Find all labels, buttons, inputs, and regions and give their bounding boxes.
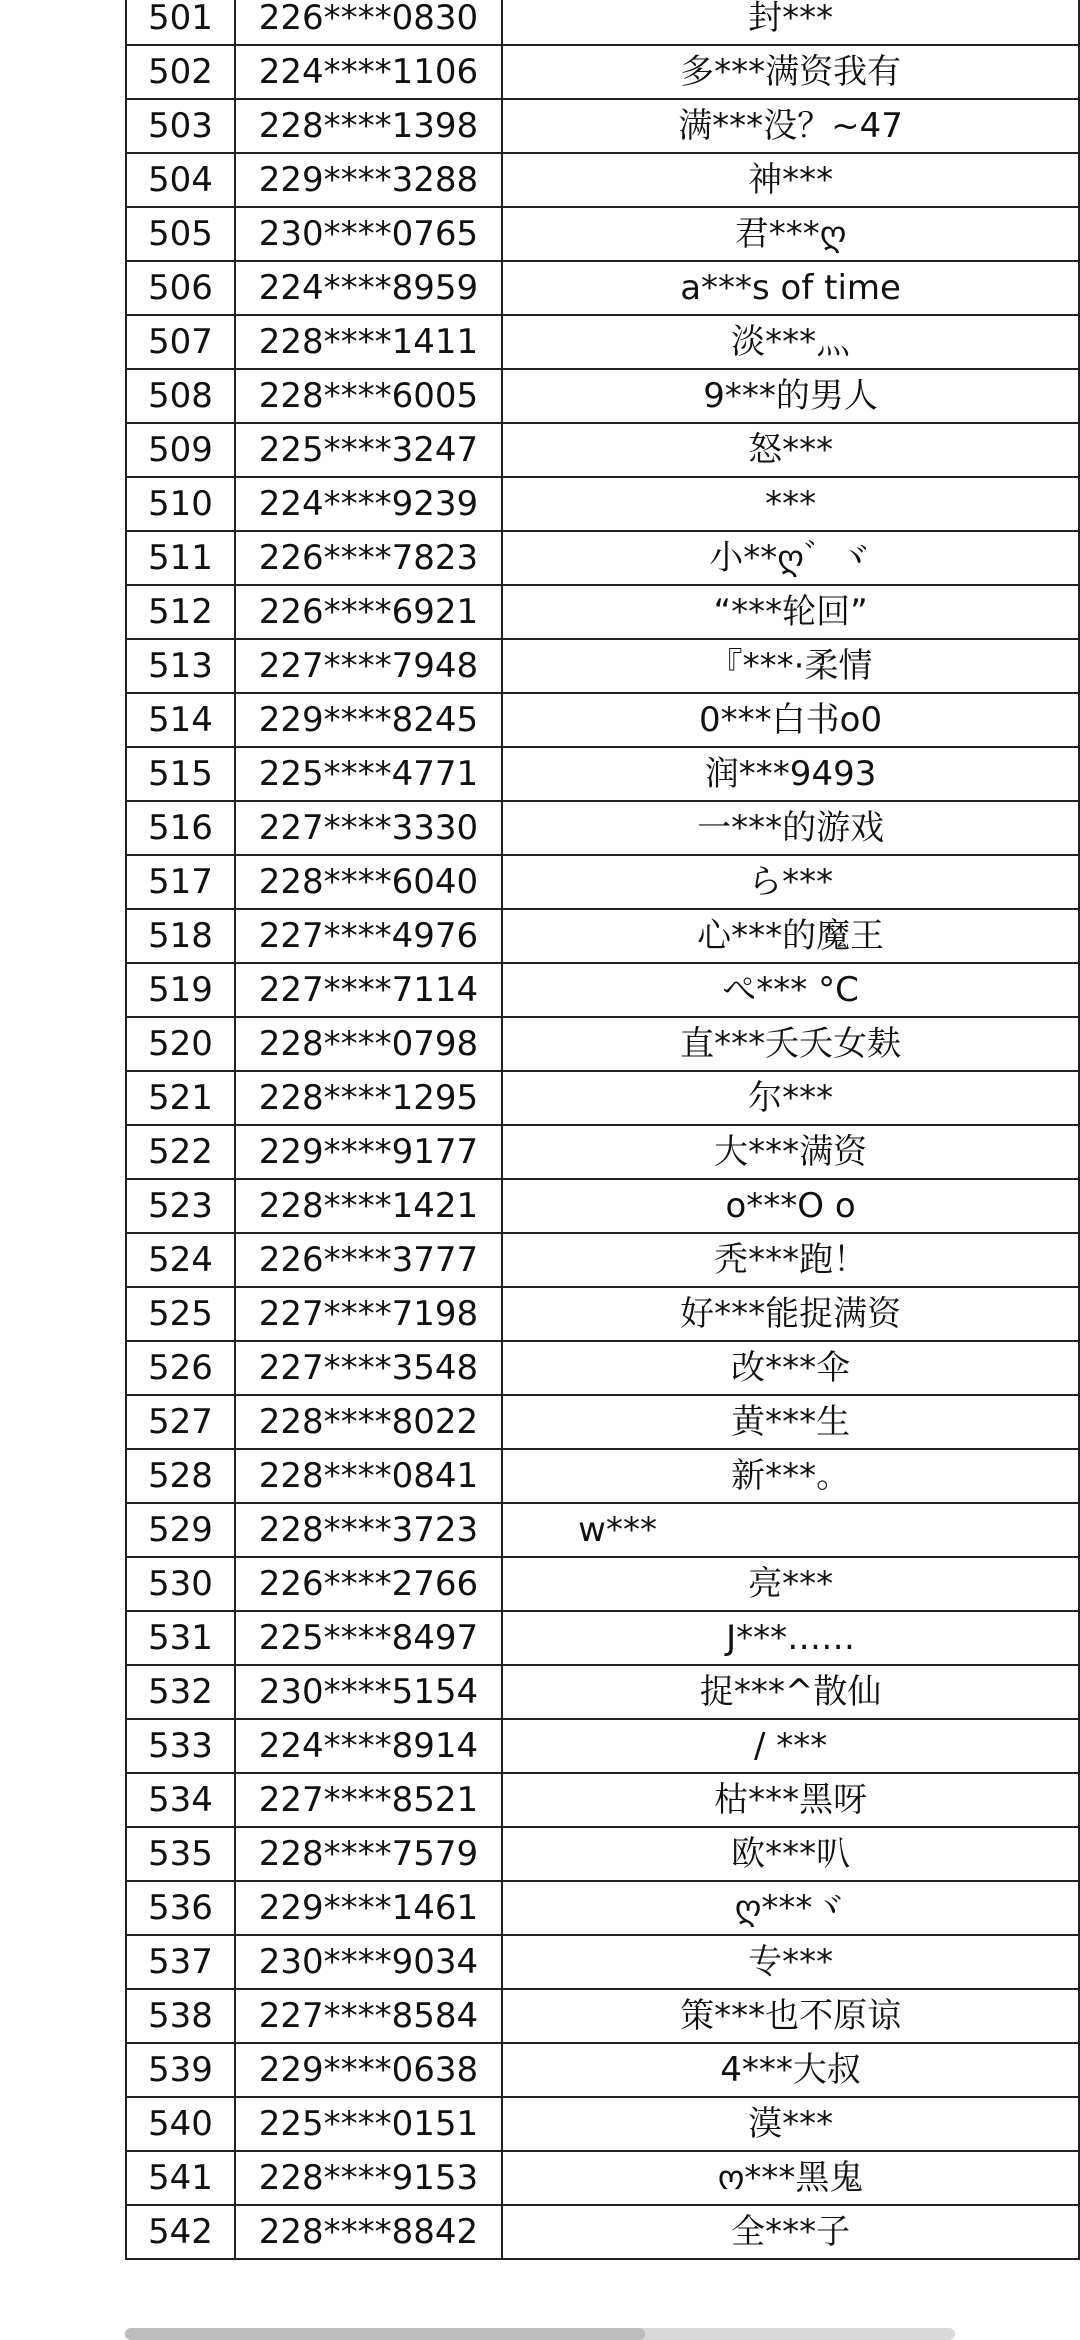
table-row	[126, 1017, 1079, 1071]
user-id-cell: 227****3548	[235, 1341, 502, 1395]
table-row	[126, 1665, 1079, 1719]
rank-cell: 511	[126, 531, 235, 585]
rank-cell: 521	[126, 1071, 235, 1125]
nickname-cell: 心***的魔王	[502, 909, 1079, 963]
table-row	[126, 99, 1079, 153]
nickname-cell: 改***伞	[502, 1341, 1079, 1395]
horizontal-scrollbar[interactable]	[125, 2328, 955, 2340]
user-id-cell: 228****0798	[235, 1017, 502, 1071]
table-row	[126, 315, 1079, 369]
table-row	[126, 2043, 1079, 2097]
rank-cell: 539	[126, 2043, 235, 2097]
nickname-cell: 欧***叭	[502, 1827, 1079, 1881]
user-id-cell: 227****7114	[235, 963, 502, 1017]
table-row	[126, 963, 1079, 1017]
rank-cell: 523	[126, 1179, 235, 1233]
rank-cell: 524	[126, 1233, 235, 1287]
user-id-cell: 225****0151	[235, 2097, 502, 2151]
nickname-cell: 枯***黑呀	[502, 1773, 1079, 1827]
table-row	[126, 2205, 1079, 2259]
table-row	[126, 2151, 1079, 2205]
nickname-cell: 小**ღ゛ヾ	[502, 531, 1079, 585]
user-id-cell: 224****8959	[235, 261, 502, 315]
table-row	[126, 1935, 1079, 1989]
rank-cell: 505	[126, 207, 235, 261]
nickname-cell: 捉***^散仙	[502, 1665, 1079, 1719]
nickname-cell: 大***满资	[502, 1125, 1079, 1179]
rank-cell: 502	[126, 45, 235, 99]
table-row	[126, 1989, 1079, 2043]
nickname-cell: ぺ*** °C	[502, 963, 1079, 1017]
nickname-cell: “***轮回”	[502, 585, 1079, 639]
user-id-cell: 225****3247	[235, 423, 502, 477]
table-row	[126, 1503, 1079, 1557]
rank-cell: 537	[126, 1935, 235, 1989]
rank-cell: 515	[126, 747, 235, 801]
rank-cell: 522	[126, 1125, 235, 1179]
user-id-cell: 229****1461	[235, 1881, 502, 1935]
nickname-cell: 秃***跑！	[502, 1233, 1079, 1287]
user-id-cell: 227****7948	[235, 639, 502, 693]
rank-cell: 541	[126, 2151, 235, 2205]
nickname-cell: 润***9493	[502, 747, 1079, 801]
table-row	[126, 1449, 1079, 1503]
user-id-cell: 227****4976	[235, 909, 502, 963]
rank-cell: 508	[126, 369, 235, 423]
rank-cell: 536	[126, 1881, 235, 1935]
table-row	[126, 1071, 1079, 1125]
user-id-cell: 228****7579	[235, 1827, 502, 1881]
nickname-cell: 策***也不原谅	[502, 1989, 1079, 2043]
rank-cell: 513	[126, 639, 235, 693]
scrollbar-thumb[interactable]	[125, 2328, 645, 2340]
user-id-cell: 227****8521	[235, 1773, 502, 1827]
table-row	[126, 423, 1079, 477]
nickname-cell: 怒***	[502, 423, 1079, 477]
user-id-cell: 225****8497	[235, 1611, 502, 1665]
user-id-cell: 227****8584	[235, 1989, 502, 2043]
user-id-cell: 227****7198	[235, 1287, 502, 1341]
table-row	[126, 1125, 1079, 1179]
user-id-cell: 226****0830	[235, 0, 502, 45]
rank-cell: 501	[126, 0, 235, 45]
nickname-cell: 神***	[502, 153, 1079, 207]
user-id-cell: 228****6040	[235, 855, 502, 909]
user-id-cell: 228****1295	[235, 1071, 502, 1125]
rank-cell: 519	[126, 963, 235, 1017]
user-id-cell: 226****2766	[235, 1557, 502, 1611]
rank-cell: 517	[126, 855, 235, 909]
user-id-cell: 230****0765	[235, 207, 502, 261]
rank-cell: 531	[126, 1611, 235, 1665]
user-id-cell: 226****6921	[235, 585, 502, 639]
user-id-cell: 229****0638	[235, 2043, 502, 2097]
nickname-cell: 0***白书o0	[502, 693, 1079, 747]
rank-cell: 503	[126, 99, 235, 153]
rank-cell: 532	[126, 1665, 235, 1719]
nickname-cell: 新***。	[502, 1449, 1079, 1503]
table-row	[126, 45, 1079, 99]
table-row	[126, 1827, 1079, 1881]
table-row	[126, 1719, 1079, 1773]
rank-cell: 540	[126, 2097, 235, 2151]
user-id-cell: 228****8842	[235, 2205, 502, 2259]
nickname-cell: J***……	[502, 1611, 1079, 1665]
rank-cell: 510	[126, 477, 235, 531]
nickname-cell: w***	[502, 1503, 1079, 1557]
user-id-cell: 228****1421	[235, 1179, 502, 1233]
user-id-cell: 228****6005	[235, 369, 502, 423]
table-row	[126, 1773, 1079, 1827]
nickname-cell: a***s of time	[502, 261, 1079, 315]
table-row	[126, 1233, 1079, 1287]
nickname-cell: 君***ღ	[502, 207, 1079, 261]
table-row	[126, 1557, 1079, 1611]
user-id-cell: 230****5154	[235, 1665, 502, 1719]
rank-cell: 533	[126, 1719, 235, 1773]
nickname-cell: 漠***	[502, 2097, 1079, 2151]
user-id-cell: 228****1398	[235, 99, 502, 153]
rank-cell: 509	[126, 423, 235, 477]
rank-cell: 535	[126, 1827, 235, 1881]
nickname-cell: 封***	[502, 0, 1079, 45]
table-row	[126, 2097, 1079, 2151]
rank-cell: 516	[126, 801, 235, 855]
nickname-cell: 9***的男人	[502, 369, 1079, 423]
user-id-cell: 228****0841	[235, 1449, 502, 1503]
table-row	[126, 801, 1079, 855]
user-id-cell: 229****9177	[235, 1125, 502, 1179]
nickname-cell: 专***	[502, 1935, 1079, 1989]
rank-cell: 528	[126, 1449, 235, 1503]
nickname-cell: 一***的游戏	[502, 801, 1079, 855]
table-row	[126, 153, 1079, 207]
user-id-cell: 224****8914	[235, 1719, 502, 1773]
nickname-cell: 直***夭夭女麸	[502, 1017, 1079, 1071]
user-id-cell: 230****9034	[235, 1935, 502, 1989]
user-id-cell: 229****8245	[235, 693, 502, 747]
table-row	[126, 0, 1079, 45]
table-row	[126, 1881, 1079, 1935]
rank-cell: 512	[126, 585, 235, 639]
nickname-cell: o***O o	[502, 1179, 1079, 1233]
user-id-cell: 225****4771	[235, 747, 502, 801]
nickname-cell: / ***	[502, 1719, 1079, 1773]
rank-cell: 506	[126, 261, 235, 315]
table-row	[126, 1395, 1079, 1449]
nickname-cell: ღ***ヾ	[502, 1881, 1079, 1935]
rank-cell: 527	[126, 1395, 235, 1449]
nickname-cell: ო***黑鬼	[502, 2151, 1079, 2205]
table-row	[126, 909, 1079, 963]
rank-cell: 538	[126, 1989, 235, 2043]
ranking-table-body	[126, 0, 1079, 2259]
rank-cell: 534	[126, 1773, 235, 1827]
table-row	[126, 1287, 1079, 1341]
user-id-cell: 228****1411	[235, 315, 502, 369]
table-row	[126, 693, 1079, 747]
rank-cell: 520	[126, 1017, 235, 1071]
user-id-cell: 227****3330	[235, 801, 502, 855]
table-row	[126, 747, 1079, 801]
table-row	[126, 369, 1079, 423]
rank-cell: 507	[126, 315, 235, 369]
user-id-cell: 226****3777	[235, 1233, 502, 1287]
nickname-cell: 『***·柔情	[502, 639, 1079, 693]
table-row	[126, 477, 1079, 531]
table-row	[126, 207, 1079, 261]
nickname-cell: 满***没？~47	[502, 99, 1079, 153]
nickname-cell: 好***能捉满资	[502, 1287, 1079, 1341]
user-id-cell: 228****9153	[235, 2151, 502, 2205]
table-row	[126, 261, 1079, 315]
nickname-cell: 尔***	[502, 1071, 1079, 1125]
user-id-cell: 226****7823	[235, 531, 502, 585]
rank-cell: 525	[126, 1287, 235, 1341]
rank-cell: 542	[126, 2205, 235, 2259]
ranking-table	[125, 0, 1080, 2260]
table-row	[126, 1179, 1079, 1233]
table-row	[126, 585, 1079, 639]
table-row	[126, 1611, 1079, 1665]
user-id-cell: 224****1106	[235, 45, 502, 99]
table-row	[126, 531, 1079, 585]
rank-cell: 530	[126, 1557, 235, 1611]
rank-cell: 504	[126, 153, 235, 207]
user-id-cell: 228****8022	[235, 1395, 502, 1449]
rank-cell: 529	[126, 1503, 235, 1557]
rank-cell: 526	[126, 1341, 235, 1395]
user-id-cell: 224****9239	[235, 477, 502, 531]
nickname-cell: 多***满资我有	[502, 45, 1079, 99]
table-row	[126, 855, 1079, 909]
nickname-cell: 全***子	[502, 2205, 1079, 2259]
user-id-cell: 229****3288	[235, 153, 502, 207]
nickname-cell: 4***大叔	[502, 2043, 1079, 2097]
nickname-cell: ら***	[502, 855, 1079, 909]
nickname-cell: ***	[502, 477, 1079, 531]
rank-cell: 514	[126, 693, 235, 747]
nickname-cell: 亮***	[502, 1557, 1079, 1611]
table-row	[126, 1341, 1079, 1395]
user-id-cell: 228****3723	[235, 1503, 502, 1557]
rank-cell: 518	[126, 909, 235, 963]
table-row	[126, 639, 1079, 693]
nickname-cell: 黄***生	[502, 1395, 1079, 1449]
nickname-cell: 淡***灬	[502, 315, 1079, 369]
